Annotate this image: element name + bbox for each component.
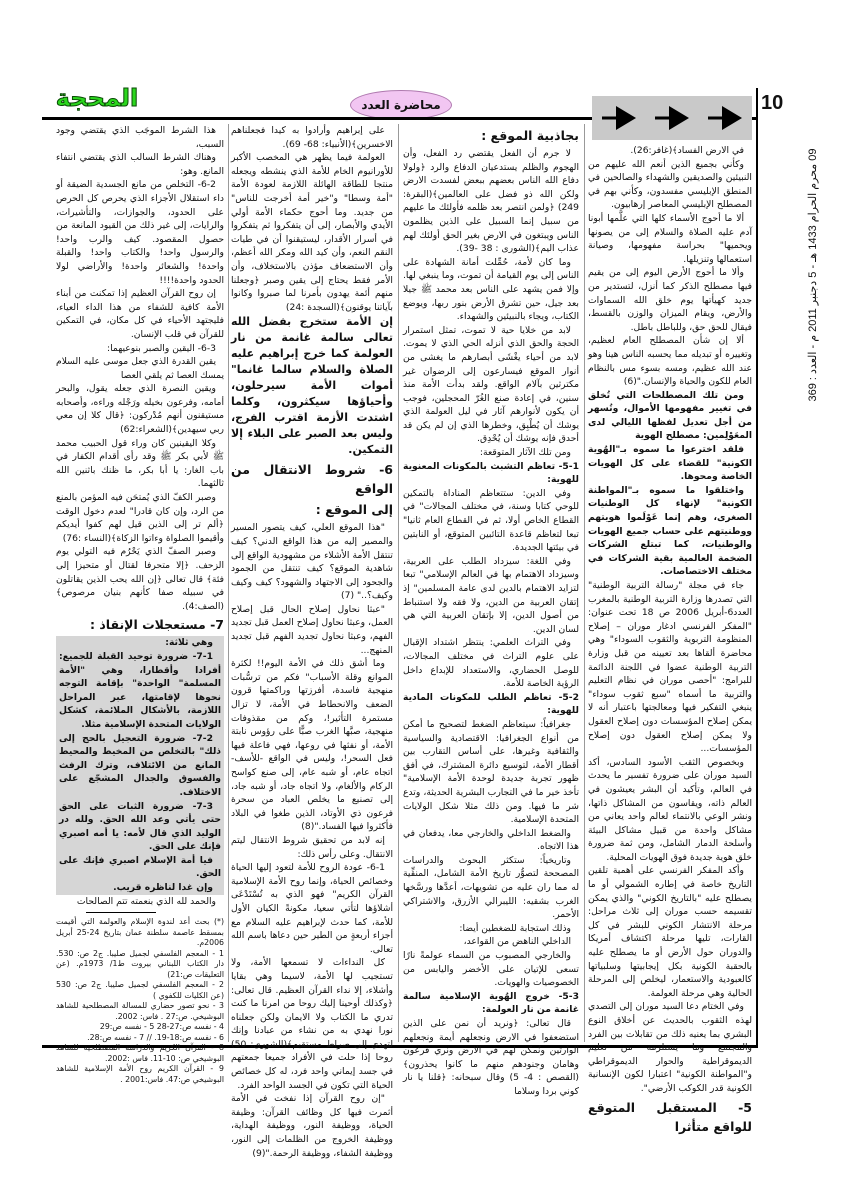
boxed-paragraph: فيا أمة الإسلام اصبري فإنك على الحق.	[56, 854, 224, 881]
paragraph: "هذا الموقع العلي، كيف يتصور المسير والمصير إليه من هذا الواقع الدني؟ كيف تنتقل الأمة الأشلاء من مشهودية الواقع إلى شاهدية الموقع؟ كيف تنتقل من الجمود والجحود إلى الاجتهاد والشهود؟ كيف وكيف وكيف؟.." (7)	[231, 522, 393, 602]
section-title-badge	[350, 90, 452, 120]
paragraph: والحمد لله الذي بنعمته تتم الصالحات	[76, 895, 216, 907]
paragraph: والضغط الداخلي والخارجي معا، يدفعان في هذا الاتجاه.	[403, 827, 579, 853]
paragraph: وما أشق ذلك في الأمة اليوم!! لكثرة الموانع وقلة الأسباب" فكم من ترسُّبات منهجية فاسدة، أفرزتها وراكمتها قرون الضعف والانحطاط في الأمة، لا تزال مستمرة التأثير!، وكم من مقذوفات منهجية، صبَّها الغرب صبًّا على رؤوس نابتة الأمة، أو نفثها في روعها، فهي فاعلة فيها فعل السحر!، وليس في الواقع -للأسف- اتجاه عام، أو شبه عام، إلى صنع كواسح الركام والألغام، ولا اتجاه جاد، أو شبه جاد، إلى تصنيع ما يخلص العباد من سحرة فرعون ذي الأوتاد، الذين طغوا في البلاد فأكثروا فيها الفساد."(8)	[231, 658, 393, 833]
subsection-heading: 5-1- تعاظم التشبث بالمكونات المعنوية للهوية:	[403, 460, 579, 486]
section-heading: بجاذبية الموقع :	[481, 128, 579, 143]
paragraph: 6-1- عودة الروح للأمة لتعود إليها الحياة وخصائص الحياة، وإنما روح الأمة الإسلامية القرآن الكريم" فهو الذي به تُسْتَدْعَى أشلاؤها لتأتي سعيا، مكونةً الكيان الأول للأمة، كما حدث لإبراهيم عليه السلام مع أجزاء أربعةٍ من الطير حين دعاها باسم الله تعالى.	[231, 862, 393, 955]
section-heading: 6- شروط الانتقال من الواقع	[231, 462, 393, 497]
paragraph: الداخلي الناهض من القواعد،	[463, 936, 571, 948]
article-column-3	[231, 124, 393, 1160]
paragraph: "إن روح القرآن إذا نفخت في الأمة أثمرت فيها كل وظائف القرآن: وظيفة الحياة، ووظيفة النور، ووظيفة الهداية، ووظيفة الخروج من الظلمات إلى النور، ووظيفة الشفاء، ووظيفة الرحمة."(9)	[231, 1093, 393, 1159]
paragraph: ومن تلك الآثار المتوقعة:	[479, 447, 571, 459]
arrow-right-icon	[602, 106, 636, 130]
footnote: 3 - نحو تصور حضاري للمسالة المصطلحية للشاهد البوشيخي. ص:27 . فاس: 2002.	[56, 1001, 224, 1021]
footnote: 2 - المعجم الفلسفي لجميل صليبا. ج2 ص: 530 (عن الكليات للكفوي )	[56, 980, 224, 1000]
paragraph: على إبراهيم وأرادوا به كيدا فجعلناهم الاخسرين﴾(الأنبياء: 68- 69).	[231, 125, 393, 150]
subsection-heading: 5-2- تعاظم الطلب للمكونات المادية للهوية:	[403, 691, 579, 717]
page-number: 10	[761, 92, 784, 114]
paragraph: جغرافياً: سيتعاظم الضغط لتصحيح ما أمكن من أنواع الجغرافيا: الاقتصادية والسياسية والثقافية وغيرها، على أساس التقارب بين أقطار الأمة، لتوسيع دائرة المشترك، في أفق ظهور تجربة جديدة لوحدة الأمة الإسلامية" تأخذ خير ما في التجارب البشرية الحديثة، وتدع شر ما فيها. ومن ذلك مثلا شكل الولايات المتحدة الإسلامية.	[403, 718, 579, 826]
paragraph: "عبثا نحاول إصلاح الحال قبل إصلاح العمل، وعبثا نحاول إصلاح العمل قبل تجديد الفهم، وعبثا نحاول تجديد الفهم قبل تجديد المنهج...	[231, 603, 393, 656]
issue-date-line: 09 محرم الحرام 1433 هـ - 5 دجنبر 2011 م - العدد : 369	[807, 148, 819, 402]
footnote: (*) بحث أعد لندوة الإسلام والعولمة التي أقيمت بمسقط عاصمة سلطنة عمان بتاريخ 24-25 أبريل 2006م.	[56, 917, 224, 948]
paragraph: وبخصوص الثقب الأسود السادس، أكد السيد موران على ضرورة تفسير ما يحدث في العالم، وتأكيد أن البشر يعيشون في العالم ذاته، ويقاسون من المشاكل ذاتها، ونشر الوعي بالانتماء لعالم واحد يعاني من مشاكل واحدة من قبيل مشاكل البيئة وأسلحة الدمار الشامل، ومن ثمة ضرورة خلق هوية جديدة فوق الهويات المحلية.	[588, 756, 752, 863]
paragraph: وألا ما أحوج الأرض اليوم إلى من يقيم فيها مصطلح الذكر كما أنزل، لتستدير من جديد كهيأتها يوم خلق الله السماوات والأرض، ويقام الميزان والوزن بالقسط، فيقال للحق حق، وللباطل باطل.	[588, 267, 752, 333]
boxed-paragraph: 7-1- ضرورة توحيد القبلة للجميع: أفرادا وأقطارا، وهي "الأمة المسلمة" الواحدة" بإقامة التوجه نحوها لإقامتها، عبر المراحل اللازمة، بالأشكال الملائمة، كشكل الولايات المتحدة الإسلامية مثلا.	[56, 650, 224, 732]
paragraph: لا جرم أن الفعل يقتضي رد الفعل، وأن الهجوم والظلم يستدعيان الدفاع والرد ﴿ولولا دفاع الله الناس بعضهم ببعض لفسدت الارض ولكن الله ذو فضل على العالمين﴾(البقرة: 249) ﴿ولمن انتصر بعد ظلمه فأولئك ما عليهم من سبيل إنما السبيل على الذين يظلمون الناس ويبتغون في الارض بغير الحق أولئك لهم عذاب اليم﴾(الشورى : 38 -39).	[403, 148, 579, 255]
paragraph: لابد من خلايا حية لا تموت، تمثل استمرار الحجة والحق الذي أنزله الحي الذي لا يموت. لابد من أحياء يغْشَى أبصارهم ما يغشى من أنوار الموقع فيسارعون إلى الرضوان غير مكترثين بآلام الواقع. ولقد بدأت الأمة منذ سنين، في إعادة صنع الغُرّ المحجلين، فوجب أن يكون لأنوارهم آثار في ليل العولمة الذي يوشك أن يُطْبِق، وخطرها الذي إن لم يكن قد أحدق فإنه يوشك أن يُحْدِق.	[403, 324, 579, 445]
arrow-right-icon	[655, 106, 689, 130]
paragraph: وتاريخياً: ستكثر البحوث والدراسات المصححة لتصوُّر تاريخ الأمة الشامل، المنقِّية له مما ران عليه من تشويهات، أعدَّها ورسَّخها الغرب بشقيه: الليبرالي الأزرق، والاشتراكي الأحمر.	[403, 854, 579, 921]
paragraph: كل النداءات لا تسمعها الأمة، ولا تستجيب لها الأمة، لاسيما وهي بقايا وأشلاء، إلا نداء القرآن العظيم. قال تعالى: ﴿وكذلك أوحينا إليك روحا من امرنا ما كنت تدري ما الكتاب ولا الايمان ولكن جعلناه نورا نهدي به من نشاء من عبادنا وإنك لتهدي إلى صراط مستقيم﴾(الشورى: 50) روحا إذا حلت في الأفراد جميعا جمعتهم في جسد إيماني واحد فرد، له كل خصائص الحياة التي تكون في الجسد الواحد الفرد.	[231, 957, 393, 1091]
bold-paragraph: ومن تلك المصطلحات التي تُخلق في تغيير مفهومها الأموال، وتُسهر من أجل تعديل لفظها الليالي لدى المعَوْلِمين: مصطلح الهوية	[588, 389, 752, 442]
paragraph: هذا الشرط الموجَب الذي يقتضي وجود السبب،	[56, 125, 224, 150]
paragraph: العولمة فيما يظهر هي المخصب الأكبر للأورانيوم الخام للأمة الذي ينشطه ويجعله منتجا للطاقة الهائلة اللازمة لعودة الأمة "أمة وسطا" و"خير أمة أخرجت للناس" من جديد. وما أحوج حكماء الأمة أولي الأيدي والأبصار، إلى أن يتفكروا ثم يتفكروا في أسرار الأقدار، ليستيقنوا أن في طيات النقم النعم، وأن كيد الله ومكر الله أعظم، وأن الاستضعاف مؤذن بالاستخلاف، وأن الأمر فقط يحتاج إلى يقين وصبر ﴿وجعلنا منهم أئمة يهدون بأمرنا لما صبروا وكانوا بآياتنا يوقنون﴾(السجدة :24)	[231, 152, 393, 313]
paragraph: وكأني بجميع الذين أنعم الله عليهم من النبيئين والصديقين والشهداء والصالحين في المنطق الإبليسي مفسدون، وكأني بهم في المصطلح الإبليسي المعاصر إرهابيون.	[588, 158, 752, 211]
paragraph: وفي التراث العلمي: ينتظر اشتداد الإقبال على علوم التراث في مختلف المجالات، للوصل الحضاري، والاستعداد للإبداع داخل الرؤية الخاصة للأمة.	[403, 637, 579, 690]
paragraph: ألا إن شأن المصطلح العام لعظيم، وتغييره أو تبديله مما يحسبه الناس هينا وهو عند الله عظيم، ومسه بسوء مس بالنظام العام للكون والحياة والإنسان."(6)	[588, 335, 752, 388]
section-heading: 5- المستقبل المتوقع للواقع متأثرا	[588, 1099, 752, 1134]
boxed-paragraph: وإن غدا لناظره قريب.	[56, 881, 224, 895]
subsection-heading: 5-3- خروج الهُوية الإسلامية سالمة غانمة من نار العولمة:	[403, 990, 579, 1016]
vertical-divider	[756, 88, 758, 1048]
magazine-logo: المحجة	[55, 84, 139, 112]
paragraph: يقين القدرة الذي جعل موسى عليه السلام يمسك العصا ثم يلقي العصا	[56, 356, 224, 381]
footnote: 1 - المعجم الفلسفي لجميل صليبا. ج2 ص: 530. دار الكتاب اللبناني بيروت ط1/ 1973م. (عن التعليقات ص:21)	[56, 948, 225, 979]
highlight-paragraph: إن الأمة ستخرج بفضل الله تعالى سالمة غانمة من نار العولمة كما خرج إبراهيم عليه الصلاة والسلام سالما غانما" أموات الأمة سيرحلون، وأحياؤها سيكثرون، وكلما اشتدت الأزمة اقترب الفرج، وليس بعد الصبر على البلاء إلا التمكين.	[231, 315, 393, 457]
section-title: محاضرة العدد	[361, 98, 441, 112]
paragraph: وفي اللغة: سيزداد الطلب على العربية، وسيزداد الاهتمام بها في العالم الإسلامي" تبعا لتزايد الاهتمام بالدين لدى عامة المسلمين" إذ إتقان العربية من الدين، ولا فقه ولا استنباط من أصول الدين، إلا بإتقان العربية التي هي لسان الدين.	[403, 555, 579, 635]
paragraph: وهناك الشرط السالب الذي يقتضي انتفاء المانع. وهو:	[56, 152, 224, 177]
paragraph: ويقين النصرة الذي جعله يقول، والبحر أمامه، وفرعون بخيله ورَجْله وراءه، وأصحابه مستيقنون أنهم مُدْركون: ﴿قال كلا إن معي ربي سيهدين﴾(الشعراء:62)	[56, 383, 224, 436]
paragraph: وذلك استجابة للضغطين أيضا:	[459, 922, 571, 934]
paragraph: إنه لابد من تحقيق شروط الانتقال ليتم الانتقال. وعلى رأس ذلك:	[231, 834, 393, 860]
paragraph: قال تعالى: ﴿ونريد أن نمن على الذين استضعفوا في الارض ونجعلهم أيمة ونجعلهم الوارثين ونُمكن لهم في الارض ونري فرعون وهامان وجنودهم منهم ما كانوا يحذرون﴾(القصص : 4- 5) وقال سبحانه: ﴿قلنا يا نار كوني بردا وسلاما	[403, 1018, 579, 1097]
article-column-1	[588, 144, 752, 1138]
footnote: 6 - نفسه ص:18-19. // 7 - نفسه ص:28.	[87, 1032, 224, 1042]
paragraph: والخارجي المصبوب من السماء عولمةً نارًا تسعى للإتيان على الأخضر واليابس من الخصوصيات والهويات.	[403, 950, 579, 989]
paragraph: وفي الدين: ستتعاظم المناداة بالتمكين للوحي كتابا وسنة، في مختلف المجالات" في القطاع الخاص أولا، ثم في القطاع العام ثانيا" تبعا لتعاظم قاعدة التائبين المتوقع، أو النابتين في بيئتها الجديدة.	[403, 487, 579, 554]
bold-paragraph: واختلقوا ما سموه بـ"المواطنة الكونية" لإنهاء كل الوطنيات الصغرى، وهم إنما عَوْلَموا هويتهم ووطنيتهم على حساب جميع الهويات والوطنيات، كما تبتلع الشركات الضخمة العالمية بقية الشركات في مختلف الاختصاصات.	[588, 484, 752, 578]
paragraph: وكلا اليقينين كان وراء قول الحبيب محمد ﷺ لأبي بكر ﷺ وقد رأى أقدام الكفار في باب الغار: يا أبا بكر، ما ظنك باثنين الله ثالثهما.	[56, 437, 224, 490]
paragraph: إن روح القرآن العظيم إذا تمكنت من أبناء الأمة كافية للشفاء من هذا الداء العياء، فليجتهد الأحياء في كل مكان، في التمكين للقرآن في قلب الإنسان.	[56, 288, 224, 340]
arrows-banner	[592, 96, 752, 140]
paragraph: وصبر الصفّ الذي يَحْرُم فيه التولي يوم الزحف. ﴿إلا متحرفا لقتال أو متحيزا إلى فئة﴾ قال تعالى ﴿إن الله يحب الذين يقاتلون في سبيله صفا كأنهم بنيان مرصوص﴾(الصف:4).	[56, 546, 224, 612]
paragraph: وفي الختام دعا السيد موران إلى التصدي لهذه الثقوب بالحديث عن أخلاق النوع البشري بما يعنيه ذلك من تقابلات بين الفرد والمجتمع وما يستلزمه من تعليم الديموقراطية والحوار الديموقراطي و"المواطنة الكونية" اعتبارا لكون الإنسانية الكونية قدر الكوكب الأرضي".	[588, 1001, 752, 1094]
section-heading: إلى الموقع :	[315, 502, 393, 518]
paragraph: 6-2- التخلص من مانع الجسدية الضيقة أو داء استقلال الأجزاء الذي يحرص كل الحرص على الحدود، والجوازات، والتأشيرات، والرايات، إلى غير ذلك من القيود المانعة من حصول المقصود. كيف والرب واحد! والرسول واحد! والكتاب واحد! والقبلة واحدة! والشعائر واحدة! والأراضي لولا الحدود واحدة!!!!	[56, 179, 224, 286]
boxed-paragraph: وهي ثلاثة:	[56, 636, 224, 650]
paragraph: في الارض الفساد﴾(غافر:26).	[630, 145, 744, 156]
paragraph: جاء في مجلة "رسالة التربية الوطنية" التي تصدرها وزارة التربية الوطنية بالمغرب العدد6-أبريل 2006 ص 18 تحت عنوان: "المفكر الفرنسي ادغار موران – إصلاح المنظومة التربوية والثقوب السوداء" وهي محاضرة ألقاها بعد تعيينه من قبل وزارة التربية الوطنية عضوا في اللجنة الدائمة للبرامج: "أحصى موران في نظام التعليم والتربية ما أسماه "سبع ثقوب سوداء" ينبغي التفكير فيها ومعالجتها باعتبار أنه لا يمكن إصلاح المؤسسات دون إصلاح العقول ولا يمكن إصلاح العقول دون إصلاح المؤسسات...	[588, 580, 752, 755]
boxed-paragraph: 7-3- ضرورة الثبات على الحق حتى يأتي وعد الله الحق. ولله در الوليد الذي قال لأمه: يا أمه اصبري فإنك على الحق.	[56, 800, 224, 854]
column-divider	[228, 124, 229, 1042]
article-column-2	[403, 124, 579, 1099]
boxed-paragraph: 7-2- ضرورة التعجيل بالحج إلى ذلك" بالتخلص من المخيط والمحيط المانع من الائتلاف، وترك الرفث والفسوق والجدال المشجّع على الاختلاف.	[56, 732, 224, 800]
paragraph: وما كان لأمة، حُمِّلت أمانة الشهادة على الناس إلى يوم القيامة أن تموت، وما ينبغي لها. وإلا فمن يشهد على الناس بعد محمد ﷺ جيلا بعد جيل، حين تشرق الأرض بنور ربها، ويوضع الكتاب، ويجاء بالنبيئين والشهداء.	[403, 256, 579, 323]
arrow-right-icon	[708, 106, 742, 130]
footnote: 4 - نفسه ص:27-28 5 - نفسه ص:29	[99, 1022, 224, 1032]
footnote: 8 - القرآن الكريم والدراسة المصطلحية للشاهد البوشيخي ص: 10-11. فاس :2002.	[56, 1043, 224, 1063]
article-column-4	[56, 124, 224, 1085]
column-divider	[398, 124, 399, 1042]
paragraph: وصبر الكفّ الذي يُمتحَن فيه المؤمن بالمنع من الرد، وإن كان قادرا" لعدم دخول الوقت ﴿ألم تر إلى الذين قيل لهم كفوا أيديكم وأقيموا الصلواة وءاتوا الزكاة﴾(النساء :76)	[56, 492, 224, 544]
paragraph: وأكد المفكر الفرنسي على أهمية تلقين التاريخ خاصة في إطاره الشمولي أو ما يصطلح عليه "بالتاريخ الكوني" والذي يمكن تقسيمه حسب موران إلى ثلاث مراحل: مرحلة الانتشار الكوني للبشر في كل القارات، تليها مرحلة اكتشاف أمريكا والدوران حول الأرض أو ما يصطلح عليه بالحقبة الكونية بكل إيجابيتها وسلبياتها كالعبودية والاستعمار، ليخلص إلى المرحلة الحالية وهي مرحلة العولمة.	[588, 865, 752, 999]
bold-paragraph: فلقد اخترعوا ما سموه بـ"الهُوية الكونية" للقضاء على كل الهويات الخاصة ومحوها.	[588, 444, 752, 483]
column-divider	[584, 124, 585, 1042]
paragraph: ألا ما أحوج الأسماء كلها التي علَّمها أبونا آدم عليه الصلاة والسلام إلى من يصونها ويحميها" بحراسة مفهومها، وصيانة استعمالها وتنزيلها.	[588, 212, 752, 265]
paragraph: 6-3- اليقين والصبر بنوعيهما:	[107, 342, 216, 354]
footnote: 9 - القرآن الكريم روح الأمة الإسلامية للشاهد البوشيخي ص:47. فاس:2001 .	[56, 1064, 224, 1084]
section-heading: 7- مستعجلات الإنقاذ :	[89, 617, 224, 633]
footnote-separator	[86, 912, 156, 913]
